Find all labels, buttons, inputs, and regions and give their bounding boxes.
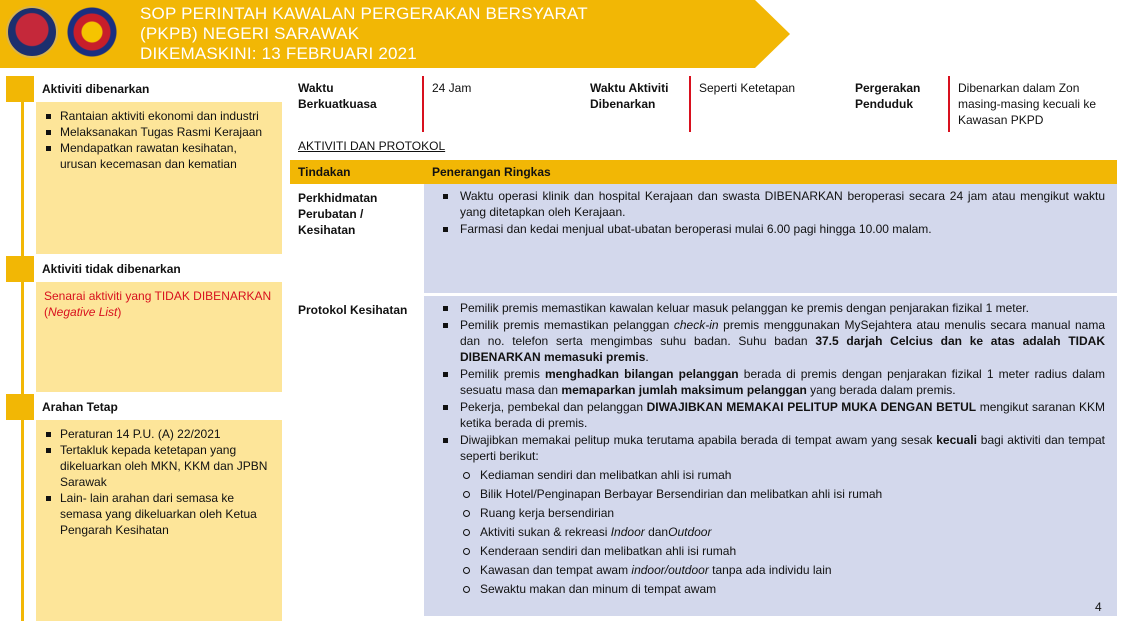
b3-text-c: yang berada dalam premis. — [806, 383, 956, 397]
banner-title — [140, 4, 588, 64]
page-number: 4 — [1095, 600, 1102, 614]
b3-bold1: menghadkan bilangan pelanggan — [544, 367, 739, 381]
allowed-item: Rantaian aktiviti ekonomi dan industri — [44, 108, 276, 124]
not-allowed-title: Aktiviti tidak dibenarkan — [36, 258, 284, 280]
timeline-line — [21, 76, 24, 621]
b4-text-b: mengikut saranan KKM ketika berada di premis. — [460, 400, 1106, 430]
divider-red — [422, 76, 424, 132]
b3-text-b: berada di premis dengan penjarakan fizikal 1 meter radius dalam sesuatu masa dan — [460, 367, 1105, 397]
b5-text-a: Diwajibkan memakai pelitup muka terutama apabila berada di tempat awam yang sesak — [460, 433, 937, 447]
b2-bold: 37.5 darjah Celcius dan ke atas adalah TIDAK DIBENARKAN memasuki premis — [460, 334, 1105, 364]
table-subtitle: AKTIVITI DAN PROTOKOL — [298, 139, 446, 153]
header-col-tindakan: Tindakan — [298, 165, 351, 179]
waktu-value: 24 Jam — [432, 81, 472, 95]
standing-box — [36, 420, 282, 621]
standing-item: Lain- lain arahan dari semasa ke semasa yang dikeluarkan oleh Ketua Pengarah Kesihatan — [44, 490, 276, 538]
table-row — [290, 296, 1117, 616]
b5-bold: kecuali — [936, 433, 977, 447]
sub-bullet: Sewaktu makan dan minum di tempat awam — [440, 581, 1105, 597]
desc-bullet: Waktu operasi klinik dan hospital Kerajaan dan swasta DIBENARKAN beroperasi secara 24 jam atau mengikut waktu yang ditetapkan oleh Kerajaan. — [440, 188, 1105, 220]
table-row — [290, 184, 1117, 296]
section-marker-standing — [6, 394, 34, 420]
section-marker-not-allowed — [6, 256, 34, 282]
allowed-item: Melaksanakan Tugas Rasmi Kerajaan — [44, 124, 276, 140]
negative-list-text — [44, 288, 276, 320]
section-marker-allowed — [6, 76, 34, 102]
sub4-text-a: Aktiviti sukan & rekreasi — [480, 525, 611, 539]
banner-title-line1: SOP PERINTAH KAWALAN PERGERAKAN BERSYARAT — [140, 4, 588, 23]
sub6-text-a: Kawasan dan tempat awam — [480, 563, 632, 577]
negative-list-italic: Negative List — [48, 305, 118, 319]
standing-title: Arahan Tetap — [36, 396, 284, 418]
divider-red — [689, 76, 691, 132]
pergerakan-label: Pergerakan Penduduk — [855, 81, 921, 111]
b4-bold: DIWAJIBKAN MEMAKAI PELITUP MUKA DENGAN BETUL — [646, 400, 977, 414]
desc-bullet: Farmasi dan kedai menjual ubat-ubatan beroperasi mulai 6.00 pagi hingga 10.00 malam. — [440, 221, 1105, 237]
row-desc-protokol — [424, 296, 1117, 616]
aktiviti-value: Seperti Ketetapan — [699, 81, 796, 95]
b5-text-b: bagi aktiviti dan tempat seperti berikut: — [460, 433, 1105, 463]
table-header — [290, 160, 1117, 184]
sub-bullet — [440, 562, 1105, 578]
standing-item: Tertakluk kepada ketetapan yang dikeluarkan oleh MKN, KKM dan JPBN Sarawak — [44, 442, 276, 490]
sub-bullet: Kediaman sendiri dan melibatkan ahli isi rumah — [440, 467, 1105, 483]
aktiviti-label: Waktu Aktiviti Dibenarkan — [590, 81, 669, 111]
b2-text-a: Pemilik premis memastikan pelanggan — [460, 318, 674, 332]
desc-bullet — [440, 317, 1105, 365]
row-label-protokol: Protokol Kesihatan — [290, 296, 424, 616]
sub4-italic1: Indoor — [610, 525, 645, 539]
sub4-text-b: dan — [644, 525, 669, 539]
banner-title-line2: (PKPB) NEGERI SARAWAK — [140, 24, 360, 43]
negative-list-text-a: Senarai aktiviti yang TIDAK DIBENARKAN ( — [44, 289, 272, 319]
negative-list-text-b: ) — [117, 305, 122, 319]
b2-text-b: premis menggunakan MySejahtera atau menulis secara manual nama dan no. telefon serta mengimbas suhu badan. Suhu badan — [460, 318, 1105, 348]
banner-title-line3: DIKEMASKINI: 13 FEBRUARI 2021 — [140, 44, 417, 63]
desc-bullet: Pemilik premis memastikan kawalan keluar masuk pelanggan ke premis dengan penjarakan fizikal 1 meter. — [440, 300, 1105, 316]
sub6-text-b: tanpa ada individu lain — [708, 563, 832, 577]
standing-item: Peraturan 14 P.U. (A) 22/2021 — [44, 426, 276, 442]
not-allowed-box — [36, 282, 282, 392]
header-banner — [0, 0, 790, 68]
left-sidebar — [0, 68, 290, 631]
pdrm-logo — [6, 6, 58, 58]
protocol-table — [290, 160, 1117, 616]
sub-bullet: Kenderaan sendiri dan melibatkan ahli isi rumah — [440, 543, 1105, 559]
sub-bullet: Bilik Hotel/Penginapan Berbayar Bersendirian dan melibatkan ahli isi rumah — [440, 486, 1105, 502]
row-desc-perubatan — [424, 184, 1117, 293]
allowed-box — [36, 102, 282, 254]
b2-end: . — [645, 350, 649, 364]
pergerakan-value: Dibenarkan dalam Zon masing-masing kecuali ke Kawasan PKPD — [958, 81, 1097, 127]
waktu-label: Waktu Berkuatkuasa — [298, 81, 377, 111]
b4-text-a: Pekerja, pembekal dan pelanggan — [460, 400, 647, 414]
header-col-penerangan: Penerangan Ringkas — [432, 165, 551, 179]
desc-bullet — [440, 432, 1105, 464]
desc-bullet — [440, 366, 1105, 398]
allowed-item: Mendapatkan rawatan kesihatan, urusan kecemasan dan kematian — [44, 140, 276, 172]
sub6-italic: indoor/outdoor — [631, 563, 709, 577]
b2-italic: check-in — [673, 318, 719, 332]
sub-bullet: Ruang kerja bersendirian — [440, 505, 1105, 521]
row-label-perubatan: Perkhidmatan Perubatan / Kesihatan — [290, 184, 424, 293]
coat-of-arms-logo — [62, 6, 122, 58]
sub4-italic2: Outdoor — [668, 525, 712, 539]
b3-bold2: memaparkan jumlah maksimum pelanggan — [561, 383, 807, 397]
desc-bullet — [440, 399, 1105, 431]
allowed-title: Aktiviti dibenarkan — [36, 78, 284, 100]
sub-bullet — [440, 524, 1105, 540]
b3-text-a: Pemilik premis — [460, 367, 545, 381]
divider-red — [948, 76, 950, 132]
